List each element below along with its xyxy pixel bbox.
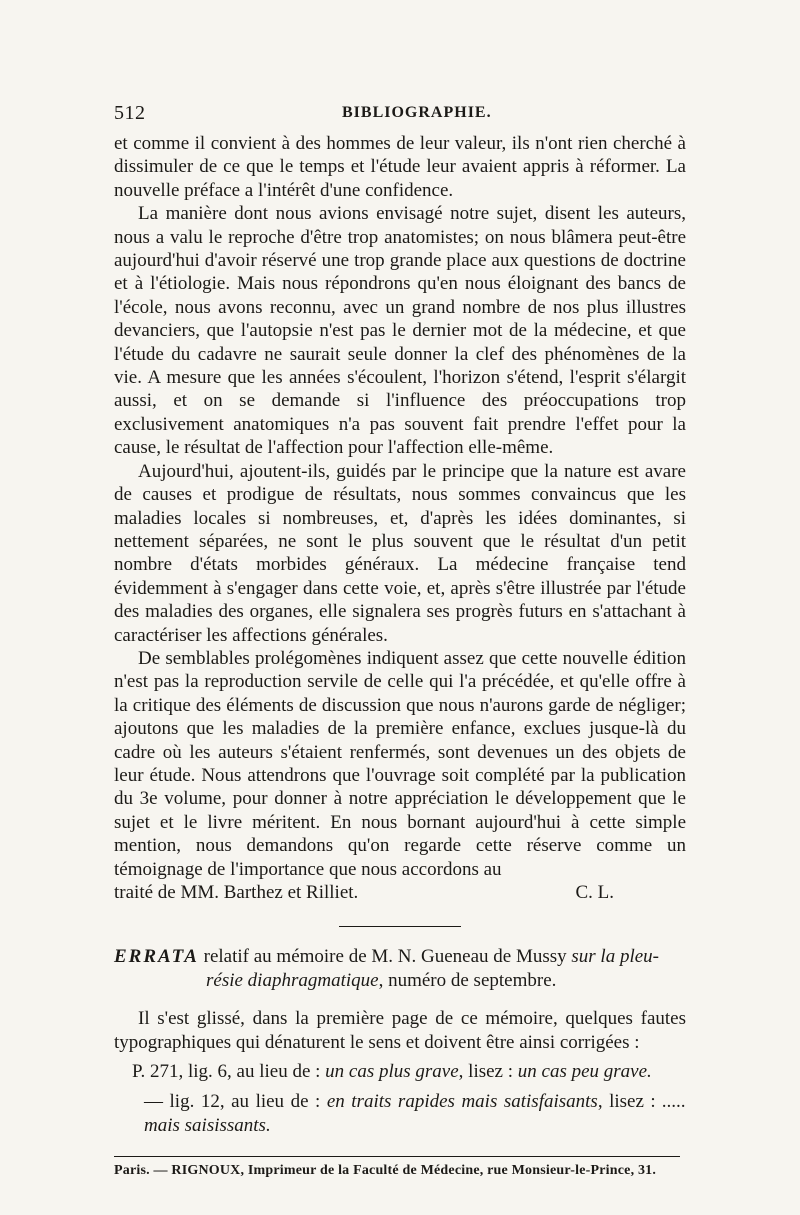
errata-title-italic-cont: résie diaphragmatique — [206, 970, 379, 992]
correction-location: — lig. 12, au lieu de : — [144, 1091, 327, 1113]
correction-mid: , lisez : — [458, 1061, 518, 1083]
errata-correction — [114, 1060, 686, 1084]
page-number: 512 — [114, 102, 146, 124]
errata-title-end: , numéro de septembre. — [378, 970, 557, 992]
errata-body — [114, 1007, 686, 1138]
correction-right: ..... mais saisissants. — [144, 1091, 686, 1137]
correction-wrong: en traits rapides mais satisfaisants — [326, 1091, 598, 1113]
correction-wrong: un cas plus grave — [325, 1061, 459, 1083]
book-page — [114, 98, 686, 1179]
closing-line — [114, 881, 686, 904]
closing-text: traité de MM. Barthez et Rilliet. — [114, 882, 359, 903]
errata-heading — [114, 945, 686, 993]
paragraph-continuation: et comme il convient à des hommes de leur valeur, ils n'ont rien cherché à dissimuler de ce que le temps et l'étude leur avaient appris à réformer. La nouvelle préface a l'intérêt d'une confidence. — [114, 133, 686, 201]
signature: C. L. — [575, 882, 614, 903]
correction-mid: , lisez : — [597, 1091, 663, 1113]
running-title: BIBLIOGRAPHIE. — [342, 104, 492, 121]
running-head — [114, 98, 686, 132]
errata-label: ERRATA — [114, 946, 199, 968]
paragraph-aujourdhui: Aujourd'hui, ajoutent-ils, guidés par le principe que la nature est avare de causes et prodigue de résultats, nous sommes convaincus que les maladies locales si nombreuses, et, d'après les idées dominantes, si nettement séparées, ne sont le plus souvent que le résultat d'un petit nombre d'états morbides généraux. La médecine française tend évidemment à s'engager dans cette voie, et, après s'être illustrée par l'étude des maladies des organes, elle signalera ses progrès futurs en s'attachant à caractériser les affections générales. — [114, 460, 686, 646]
errata-title-italic: sur la pleu- — [571, 946, 659, 968]
correction-right: un cas peu grave. — [517, 1061, 652, 1083]
errata-title-part: relatif au mémoire de M. N. Gueneau de Mussy — [198, 946, 572, 968]
imprint-line: Paris. — RIGNOUX, Imprimeur de la Faculté de Médecine, rue Monsieur-le-Prince, 31. — [114, 1163, 657, 1179]
imprint-divider — [114, 1156, 680, 1157]
errata-correction — [114, 1090, 686, 1138]
correction-location: P. 271, lig. 6, au lieu de : — [132, 1061, 326, 1083]
section-divider — [339, 926, 461, 927]
paragraph-auteurs-quote: La manière dont nous avions envisagé notre sujet, disent les auteurs, nous a valu le reproche d'être trop anatomistes; on nous blâmera peut-être aujourd'hui d'avoir réservé une trop grande place aux questions de doctrine et à l'étiologie. Mais nous répondrons qu'en nous éloignant des bancs de l'école, nous avons reconnu, avec un grand nombre de nos plus illustres devanciers, que l'autopsie n'est pas le dernier mot de la médecine, et que l'étude du cadavre ne saurait seule donner la clef des phénomènes de la vie. A mesure que les années s'écoulent, l'horizon s'étend, l'esprit s'élargit aussi, et on se demande si l'influence des préoccupations trop exclusivement anatomiques n'a pas souvent fait prendre l'effet pour la cause, le résultat de l'affection pour l'affection elle-même. — [114, 203, 686, 459]
errata-intro: Il s'est glissé, dans la première page de ce mémoire, quelques fautes typographiques qui dénaturent le sens et doivent être ainsi corrigées : — [114, 1008, 686, 1053]
paragraph-prolegomenes: De semblables prolégomènes indiquent assez que cette nouvelle édition n'est pas la reproduction servile de celle qui l'a précédée, et qu'elle offre à la critique des éléments de discussion que nous n'aurons garde de négliger; ajoutons que les maladies de la première enfance, exclues jusque-là du cadre où les auteurs s'étaient renfermés, sont devenues un des objets de leur étude. Nous attendrons que l'ouvrage soit complété par la publication du 3e volume, pour donner à notre appréciation le développement que le sujet et le livre méritent. En nous bornant aujourd'hui à cette simple mention, nous demandons qu'on regarde cette réserve comme un témoignage de l'importance que nous accordons au — [114, 647, 686, 880]
